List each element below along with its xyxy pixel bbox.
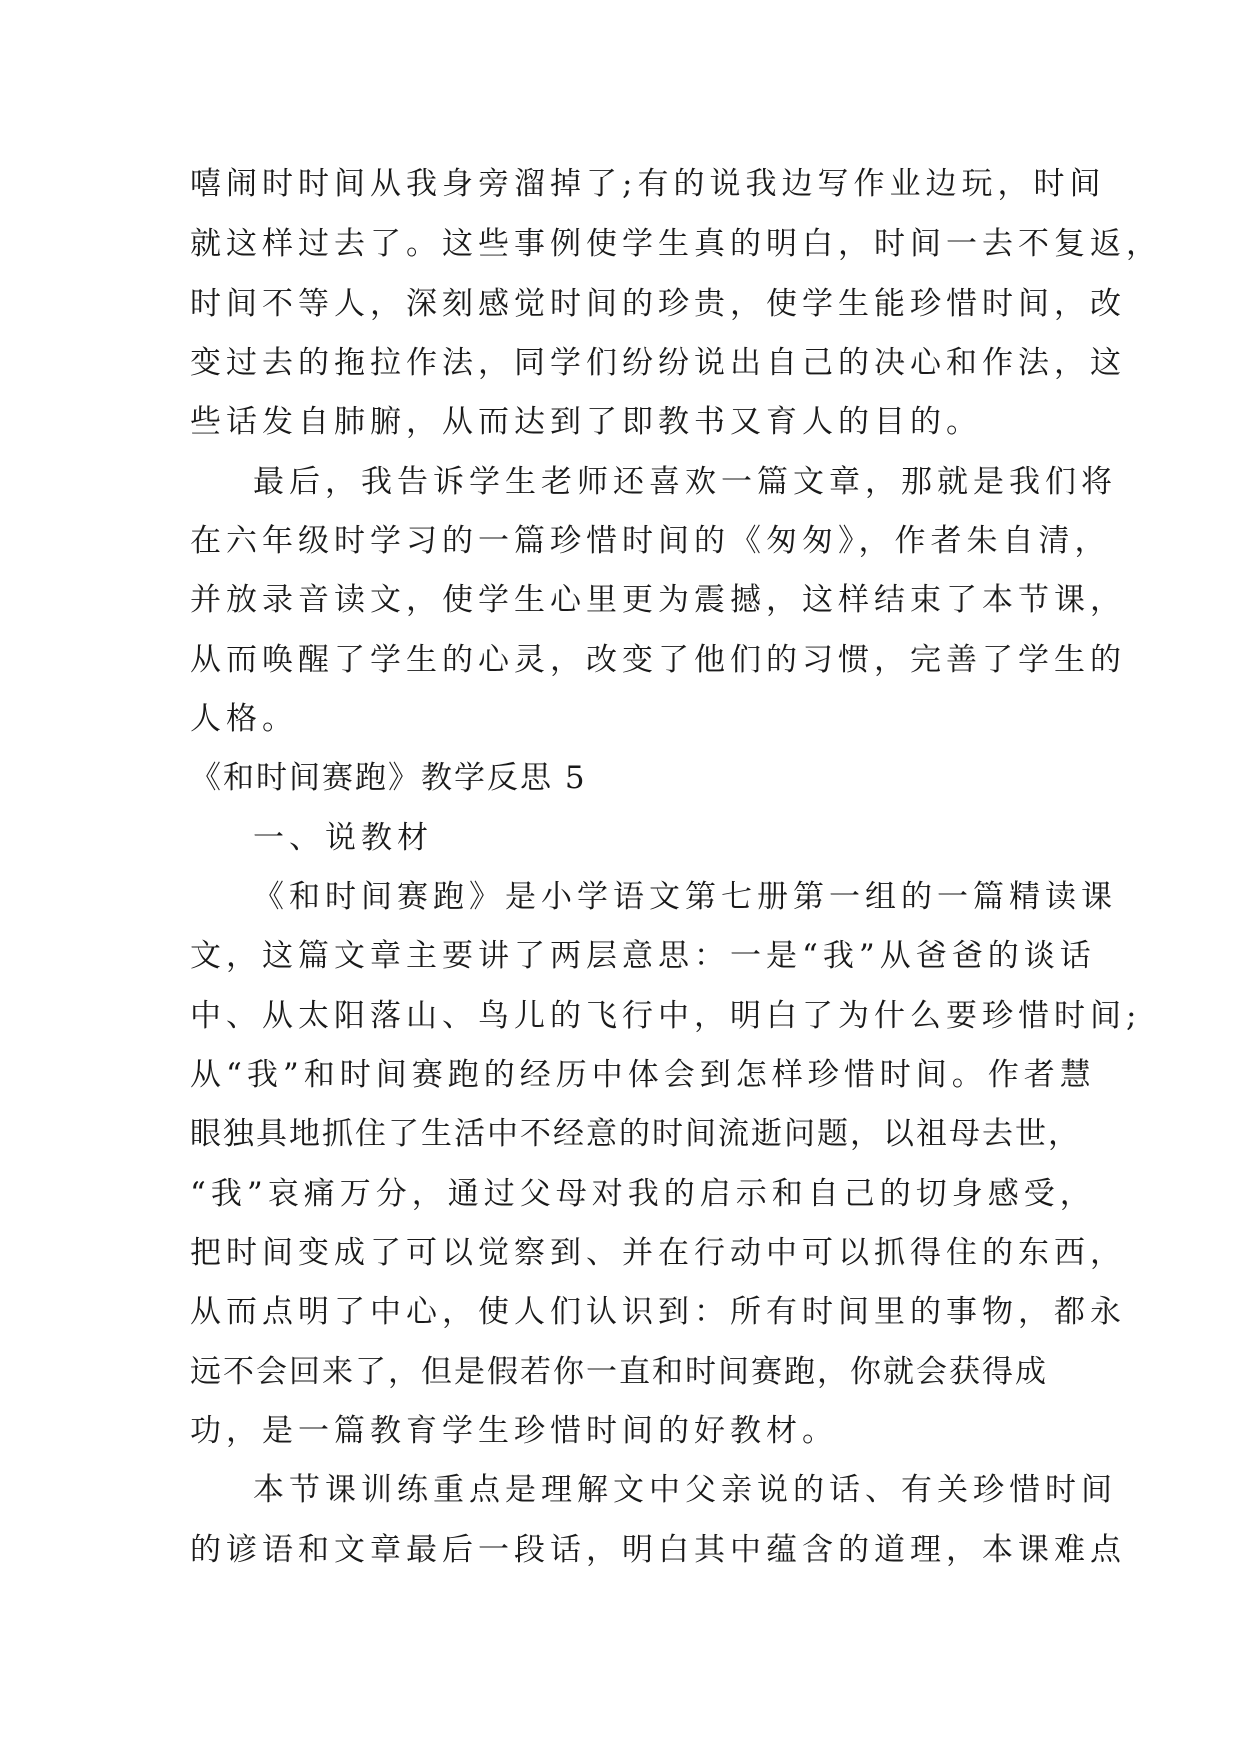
paragraph-line: 把时间变成了可以觉察到、并在行动中可以抓得住的东西，: [190, 1235, 1126, 1271]
paragraph-line: 从而点明了中心，使人们认识到：所有时间里的事物，都永: [190, 1294, 1126, 1330]
paragraph-line: 从“我”和时间赛跑的经历中体会到怎样珍惜时间。作者慧: [190, 1057, 1096, 1093]
subheading: 一、说教材: [253, 820, 433, 856]
section-heading: 《和时间赛跑》教学反思 5: [190, 760, 587, 796]
paragraph-line: 些话发自肺腑，从而达到了即教书又育人的目的。: [190, 404, 982, 440]
paragraph-line: “我”哀痛万分，通过父母对我的启示和自己的切身感受，: [190, 1176, 1096, 1212]
paragraph-line: 的谚语和文章最后一段话，明白其中蕴含的道理，本课难点: [190, 1532, 1126, 1568]
paragraph-line: 功，是一篇教育学生珍惜时间的好教材。: [190, 1413, 838, 1449]
paragraph-line: 在六年级时学习的一篇珍惜时间的《匆匆》，作者朱自清，: [190, 523, 1111, 559]
paragraph-line: 本节课训练重点是理解文中父亲说的话、有关珍惜时间: [253, 1472, 1117, 1508]
paragraph-line: 嘻闹时时间从我身旁溜掉了;有的说我边写作业边玩，时间: [190, 166, 1106, 202]
paragraph-line: 从而唤醒了学生的心灵，改变了他们的习惯，完善了学生的: [190, 642, 1126, 678]
paragraph-line: 时间不等人，深刻感觉时间的珍贵，使学生能珍惜时间，改: [190, 286, 1126, 322]
paragraph-line: 并放录音读文，使学生心里更为震撼，这样结束了本节课，: [190, 582, 1126, 618]
paragraph-line: 远不会回来了，但是假若你一直和时间赛跑，你就会获得成: [190, 1354, 1048, 1390]
paragraph-line: 人格。: [190, 701, 298, 737]
paragraph-line: 《和时间赛跑》是小学语文第七册第一组的一篇精读课: [253, 879, 1117, 915]
paragraph-line: 变过去的拖拉作法，同学们纷纷说出自己的决心和作法，这: [190, 345, 1126, 381]
paragraph-line: 就这样过去了。这些事例使学生真的明白，时间一去不复返，: [190, 226, 1162, 262]
paragraph-line: 最后，我告诉学生老师还喜欢一篇文章，那就是我们将: [253, 464, 1117, 500]
paragraph-line: 文，这篇文章主要讲了两层意思：一是“我”从爸爸的谈话: [190, 938, 1096, 974]
paragraph-line: 眼独具地抓住了生活中不经意的时间流逝问题，以祖母去世，: [190, 1116, 1081, 1152]
paragraph-line: 中、从太阳落山、鸟儿的飞行中，明白了为什么要珍惜时间;: [190, 998, 1142, 1034]
